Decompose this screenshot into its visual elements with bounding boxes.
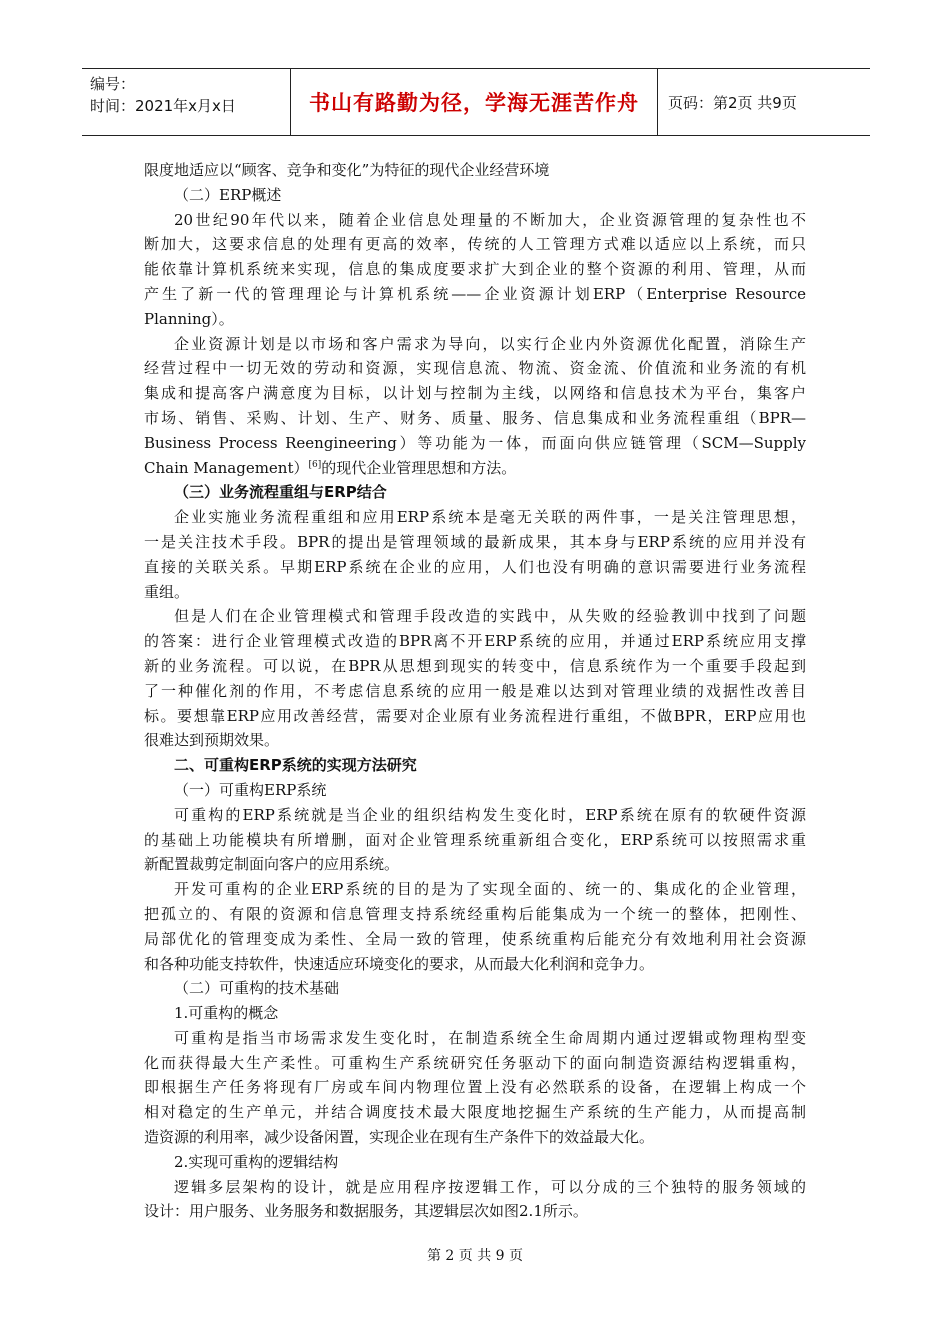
text-line: 很难达到预期效果。 xyxy=(144,731,280,750)
header-page-label: 页码：第2页 共9页 xyxy=(668,93,797,112)
section-heading: （三）业务流程重组与ERP结合 xyxy=(174,483,387,502)
page-header xyxy=(82,68,870,136)
text-line: 直接的关联关系。早期ERP系统在企业的应用，人们也没有明确的意识需要进行业务流程 xyxy=(144,557,806,576)
text-line: 造资源的利用率，减少设备闲置，实现企业在现有生产条件下的效益最大化。 xyxy=(144,1128,655,1147)
document-body xyxy=(144,158,806,1224)
text-line: 标。要想靠ERP应用改善经营，需要对企业原有业务流程进行重组，不做BPR，ERP应用也 xyxy=(144,706,806,725)
section-heading: （二）可重构的技术基础 xyxy=(174,979,340,998)
text-line: 可重构是指当市场需求发生变化时，在制造系统全生命周期内通过逻辑或物理构型变 xyxy=(174,1028,806,1047)
text-line: Planning）。 xyxy=(144,309,234,328)
text-line: 逻辑多层架构的设计，就是应用程序按逻辑工作，可以分成的三个独特的服务领域的 xyxy=(174,1177,806,1196)
text-line: 能依靠计算机系统来实现，信息的集成度要求扩大到企业的整个资源的利用、管理，从而 xyxy=(144,260,806,279)
text-line: 一是关注技术手段。BPR的提出是管理领域的最新成果，其本身与ERP系统的应用并没有 xyxy=(144,532,806,551)
text-line: 即根据生产任务将现有厂房或车间内物理位置上没有必然联系的设备，在逻辑上构成一个 xyxy=(144,1078,806,1097)
text-line: 企业资源计划是以市场和客户需求为导向，以实行企业内外资源优化配置，消除生产 xyxy=(174,334,806,353)
text-line: 集成和提高客户满意度为目标，以计划与控制为主线，以网络和信息技术为平台，集客户 xyxy=(144,384,806,403)
header-meta xyxy=(82,69,291,135)
text-line: 的基础上功能模块有所增删，面对企业管理系统重新组合变化，ERP系统可以按照需求重 xyxy=(144,830,806,849)
section-heading: （一）可重构ERP系统 xyxy=(174,780,327,799)
time-label: 时间：2021年x月x日 xyxy=(90,97,236,115)
text-line xyxy=(144,456,806,481)
text-line: 但是人们在企业管理模式和管理手段改造的实践中，从失败的经验教训中找到了问题 xyxy=(174,607,806,626)
subsection-heading: 2.实现可重构的逻辑结构 xyxy=(174,1152,339,1171)
section-heading: （二）ERP概述 xyxy=(174,185,282,204)
text-line: 断加大，这要求信息的处理有更高的效率，传统的人工管理方式难以适应以上系统，而只 xyxy=(144,235,806,254)
text-line: 经营过程中一切无效的劳动和资源，实现信息流、物流、资金流、价值流和业务流的有机 xyxy=(144,359,806,378)
text-line: 产生了新一代的管理理论与计算机系统——企业资源计划ERP（Enterprise Resource xyxy=(144,284,806,303)
text-fragment: 的现代企业管理思想和方法。 xyxy=(321,458,517,477)
text-line: 开发可重构的企业ERP系统的目的是为了实现全面的、统一的、集成化的企业管理， xyxy=(174,880,806,899)
text-line: 设计：用户服务、业务服务和数据服务，其逻辑层次如图2.1所示。 xyxy=(144,1202,588,1221)
text-line: 新的业务流程。可以说，在BPR从思想到现实的转变中，信息系统作为一个重要手段起到 xyxy=(144,656,806,675)
page-footer: 第 2 页 共 9 页 xyxy=(426,1248,524,1264)
text-line: 限度地适应以“顾客、竞争和变化”为特征的现代企业经营环境 xyxy=(144,161,550,179)
number-label: 编号： xyxy=(90,75,136,93)
chapter-heading: 二、可重构ERP系统的实现方法研究 xyxy=(174,756,417,775)
header-motto: 书山有路勤为径，学海无涯苦作舟 xyxy=(291,69,658,135)
citation: [6] xyxy=(308,459,322,470)
text-line: 重组。 xyxy=(144,582,190,601)
text-line: Business Process Reengineering）等功能为一体，而面向供应链管理（SCM—Supply xyxy=(144,433,806,452)
text-line: 局部优化的管理变成为柔性、全局一致的管理，使系统重构后能充分有效地利用社会资源 xyxy=(144,929,806,948)
text-line: 20世纪90年代以来，随着企业信息处理量的不断加大，企业资源管理的复杂性也不 xyxy=(174,210,806,229)
text-line: 市场、销售、采购、计划、生产、财务、质量、服务、信息集成和业务流程重组（BPR— xyxy=(144,408,806,427)
text-line: 的答案：进行企业管理模式改造的BPR离不开ERP系统的应用，并通过ERP系统应用支撑 xyxy=(144,632,806,651)
text-fragment: Chain Management） xyxy=(144,458,309,477)
text-line: 企业实施业务流程重组和应用ERP系统本是毫无关联的两件事，一是关注管理思想， xyxy=(174,508,806,527)
text-line: 了一种催化剂的作用，不考虑信息系统的应用一般是难以达到对管理业绩的戏据性改善目 xyxy=(144,681,806,700)
text-line: 化而获得最大生产柔性。可重构生产系统研究任务驱动下的面向制造资源结构逻辑重构， xyxy=(144,1053,806,1072)
text-line: 和各种功能支持软件，快速适应环境变化的要求，从而最大化利润和竞争力。 xyxy=(144,954,655,973)
text-line: 可重构的ERP系统就是当企业的组织结构发生变化时，ERP系统在原有的软硬件资源 xyxy=(174,805,806,824)
subsection-heading: 1.可重构的概念 xyxy=(174,1004,279,1023)
text-line: 把孤立的、有限的资源和信息管理支持系统经重构后能集成为一个统一的整体，把刚性、 xyxy=(144,904,806,923)
text-line: 相对稳定的生产单元，并结合调度技术最大限度地挖掘生产系统的生产能力，从而提高制 xyxy=(144,1103,806,1122)
text-line: 新配置裁剪定制面向客户的应用系统。 xyxy=(144,855,400,874)
